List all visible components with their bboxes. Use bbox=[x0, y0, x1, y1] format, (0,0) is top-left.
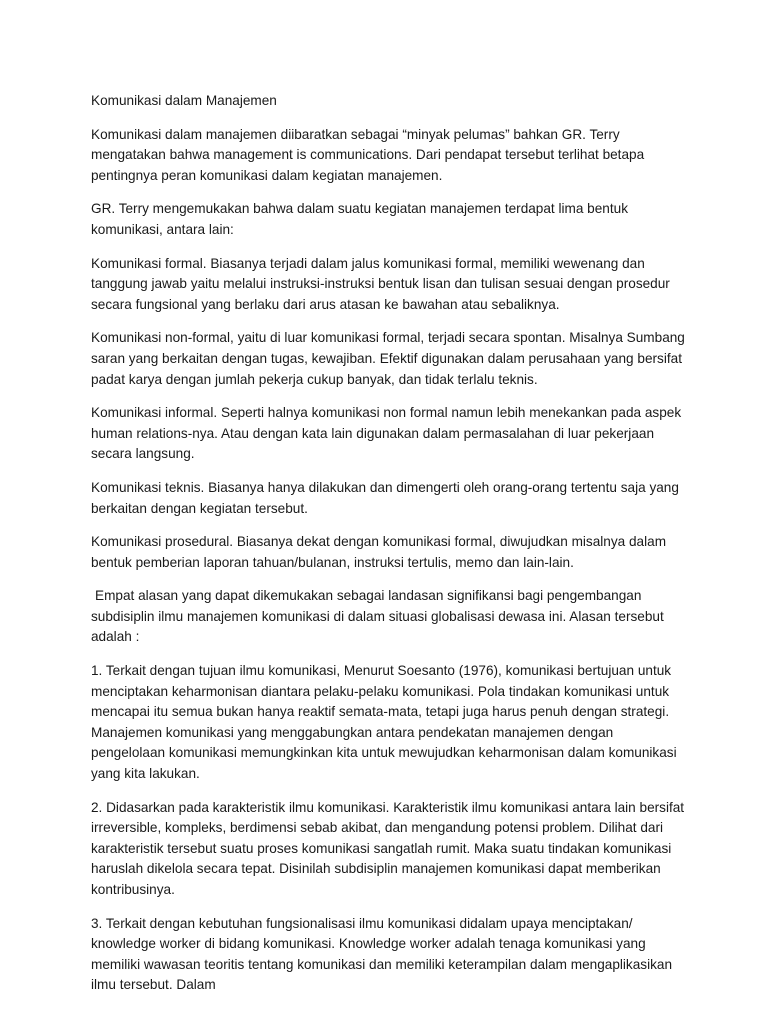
paragraph-terry: GR. Terry mengemukakan bahwa dalam suatu kegiatan manajemen terdapat lima bentuk komunikasi, antara lain: bbox=[91, 201, 628, 237]
paragraph-informal: Komunikasi informal. Seperti halnya komunikasi non formal namun lebih menekankan pada aspek human relations-nya. Atau dengan kata lain digunakan dalam permasalahan di luar pekerjaan secara langsung. bbox=[91, 405, 682, 462]
paragraph-teknis: Komunikasi teknis. Biasanya hanya dilakukan dan dimengerti oleh orang-orang tertentu saja yang berkaitan dengan kegiatan tersebut. bbox=[91, 479, 679, 516]
paragraph-empat-alasan: Empat alasan yang dapat dikemukakan sebagai landasan signifikansi bagi pengembangan subdisiplin ilmu manajemen komunikasi di dalam situasi globalisasi dewasa ini. Alasan tersebut adalah : bbox=[91, 588, 664, 645]
paragraph-intro: Komunikasi dalam manajemen diibaratkan sebagai “minyak pelumas” bahkan GR. Terry mengatakan bahwa management is communications. Dari pendapat tersebut terlihat betapa pentingnya peran komunikasi dalam kegiatan manajemen. bbox=[91, 126, 645, 183]
paragraph-prosedural: Komunikasi prosedural. Biasanya dekat dengan komunikasi formal, diwujudkan misalnya dalam bentuk pemberian laporan tahuan/bulanan, instruksi tertulis, memo dan lain-lain. bbox=[91, 534, 667, 570]
paragraph-reason-1: 1. Terkait dengan tujuan ilmu komunikasi, Menurut Soesanto (1976), komunikasi bertujuan untuk menciptakan keharmonisan diantara pelaku-pelaku komunikasi. Pola tindakan komunikasi untuk mencapai itu semua bukan hanya reaktif semata-mata, tetapi juga harus penuh dengan strategi. Manajemen komunikasi yang menggabungkan antara pendekatan manajemen dengan pengelolaan komunikasi memungkinkan kita untuk mewujudkan keharmonisan dalam komunikasi yang kita lakukan. bbox=[91, 663, 677, 782]
paragraph-formal: Komunikasi formal. Biasanya terjadi dalam jalus komunikasi formal, memiliki wewenang dan tanggung jawab yaitu melalui instruksi-instruksi bentuk lisan dan tulisan sesuai dengan prosedur secara fungsional yang berlaku dari arus atasan ke bawahan atau sebaliknya. bbox=[91, 255, 670, 312]
document-page bbox=[91, 91, 691, 1009]
document-title: Komunikasi dalam Manajemen bbox=[91, 93, 277, 108]
paragraph-reason-2: 2. Didasarkan pada karakteristik ilmu komunikasi. Karakteristik ilmu komunikasi antara lain bersifat irreversible, kompleks, berdimensi sebab akibat, dan mengandung potensi problem. Dilihat dari karakteristik tersebut suatu proses komunikasi sangatlah rumit. Maka suatu tindakan komunikasi haruslah dikelola secara tepat. Disinilah subdisiplin manajemen komunikasi dapat memberikan kontribusinya. bbox=[91, 799, 685, 897]
paragraph-non-formal: Komunikasi non-formal, yaitu di luar komunikasi formal, terjadi secara spontan. Misalnya Sumbang saran yang berkaitan dengan tugas, kewajiban. Efektif digunakan dalam perusahaan yang bersifat padat karya dengan jumlah pekerja cukup banyak, dan tidak terlalu teknis. bbox=[91, 330, 685, 387]
paragraph-reason-3: 3. Terkait dengan kebutuhan fungsionalisasi ilmu komunikasi didalam upaya menciptakan/ knowledge worker di bidang komunikasi. Knowledge worker adalah tenaga komunikasi yang memiliki wawasan teoritis tentang komunikasi dan memiliki keterampilan dalam mengaplikasikan ilmu tersebut. Dalam bbox=[91, 915, 673, 993]
